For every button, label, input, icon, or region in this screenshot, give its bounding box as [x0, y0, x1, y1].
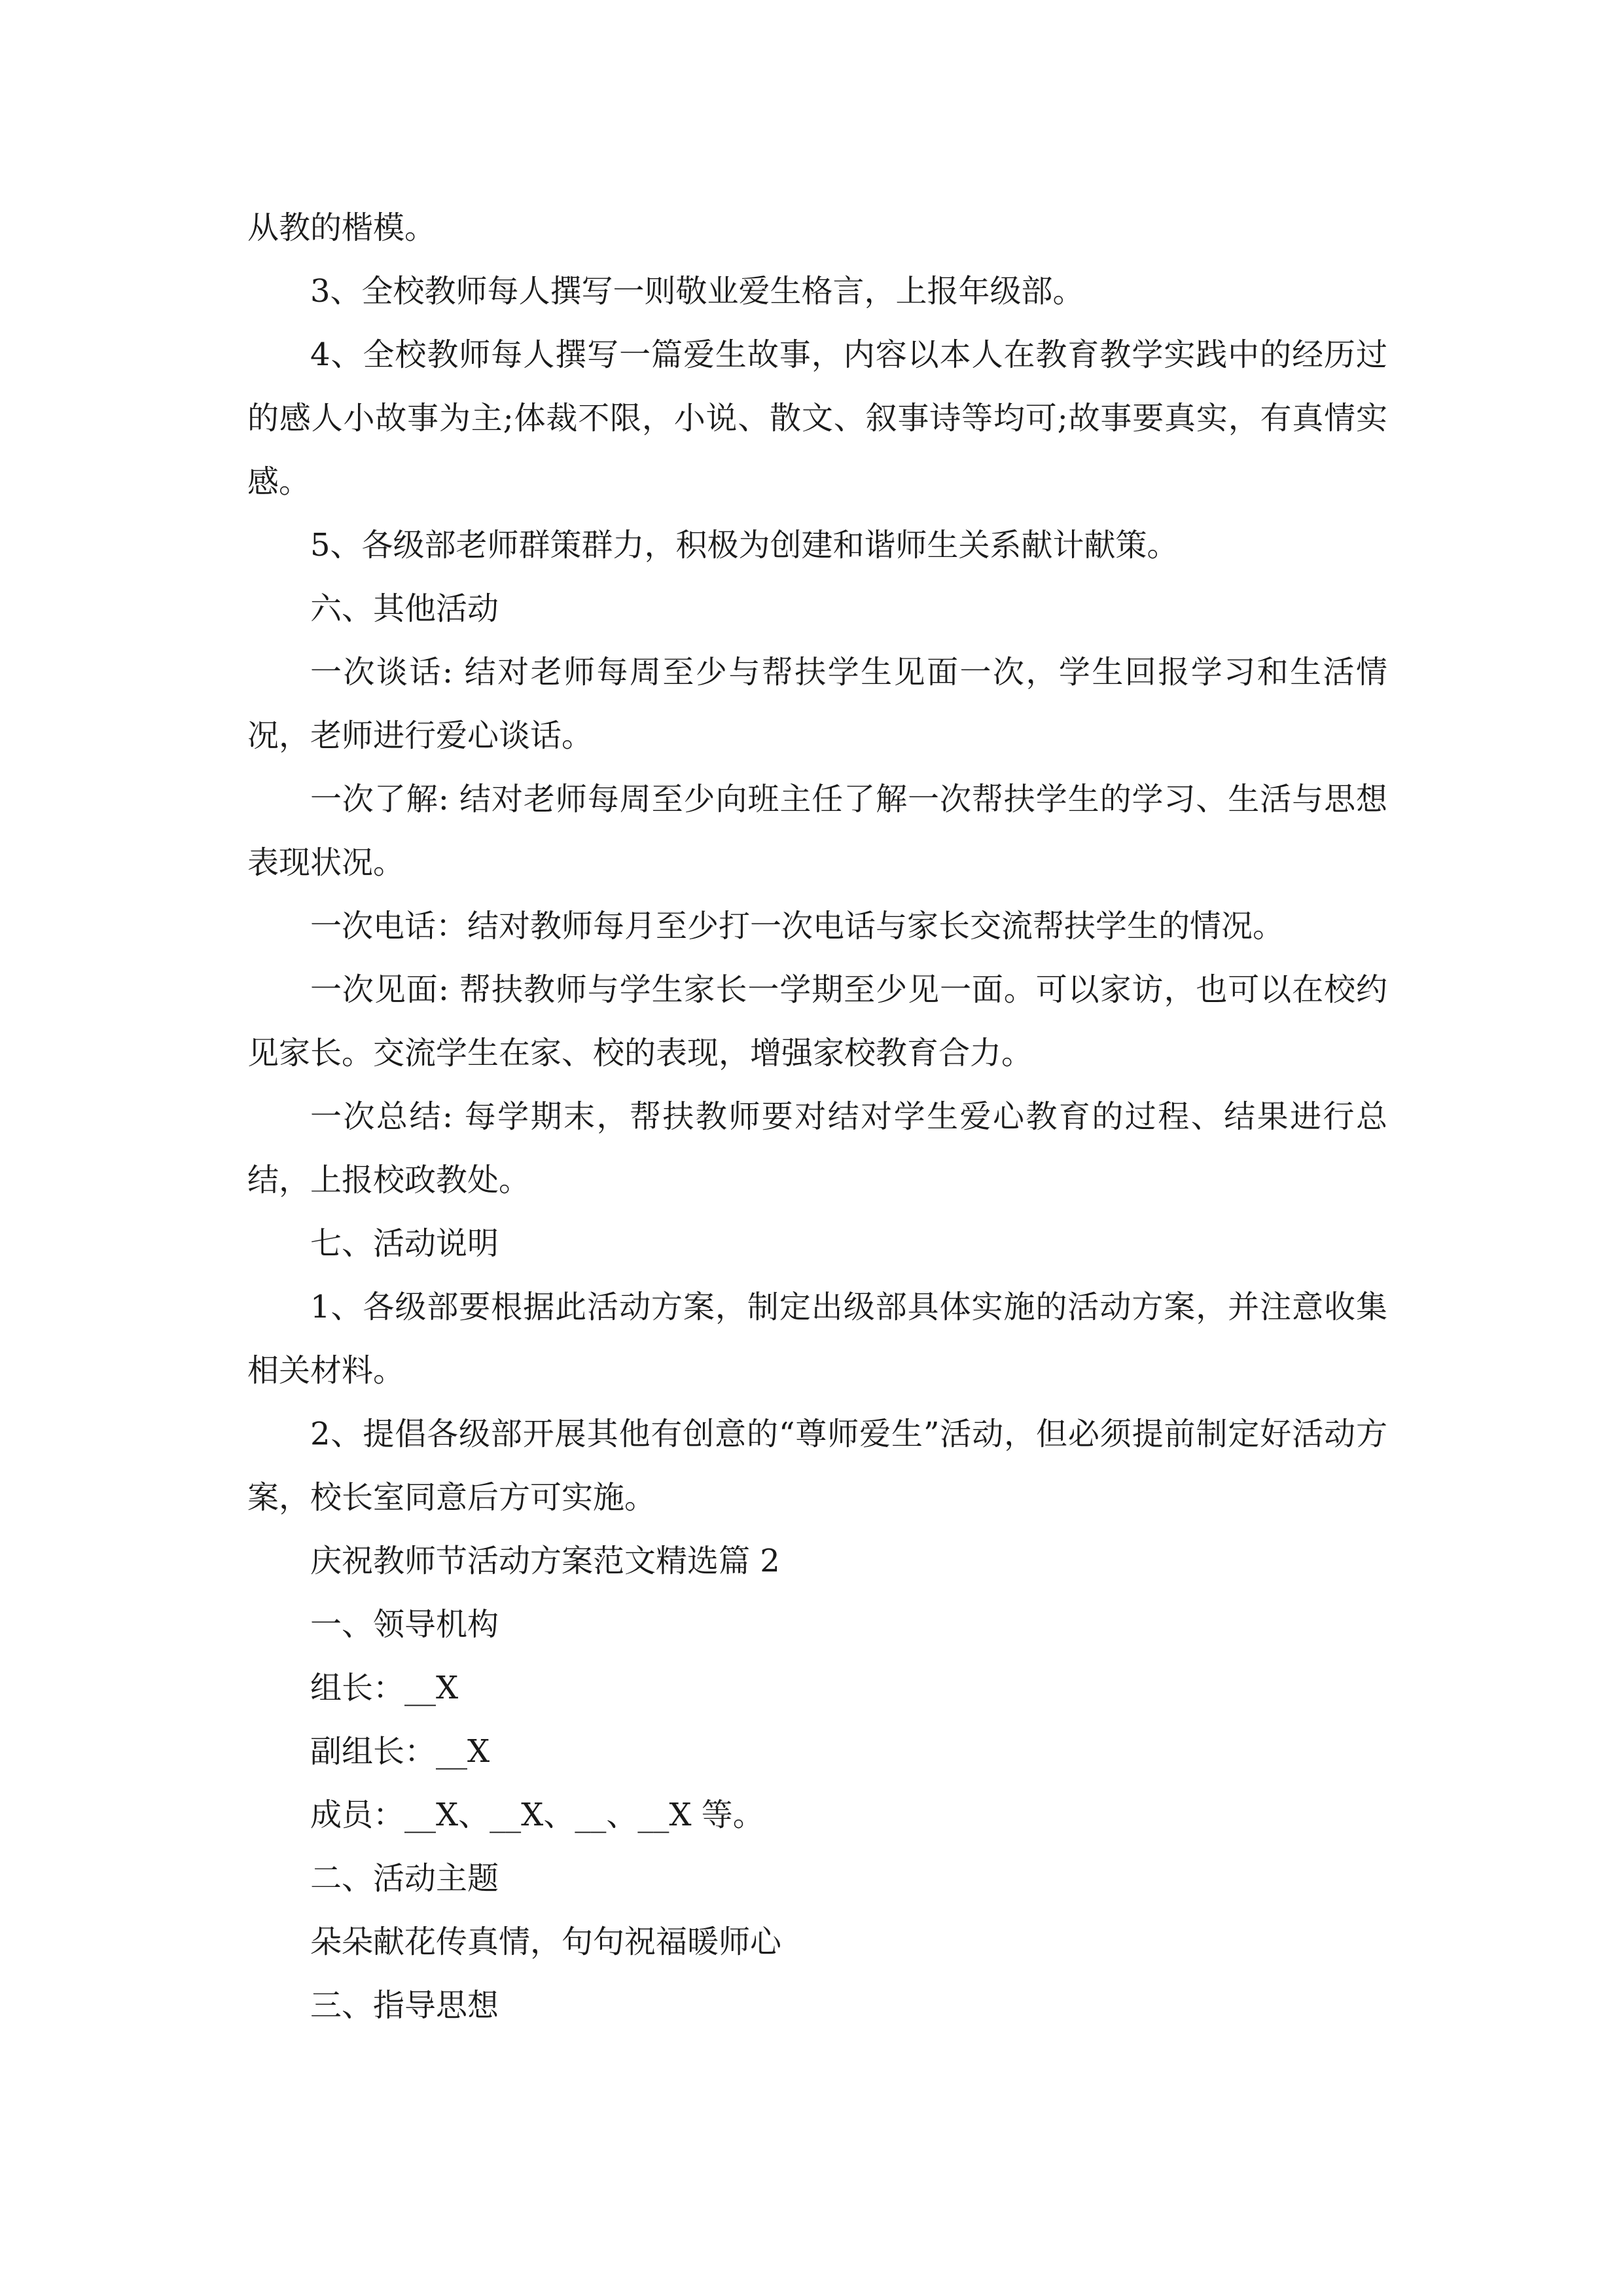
paragraph: 副组长：__X — [310, 1733, 490, 1770]
article-title: 庆祝教师节活动方案范文精选篇 2 — [310, 1543, 780, 1579]
paragraph: 1、各级部要根据此活动方案，制定出级部具体实施的活动方案，并注意收集相关材料。 — [247, 1289, 1387, 1389]
section-heading: 七、活动说明 — [310, 1225, 499, 1262]
paragraph: 成员：__X、__X、__、__X 等。 — [310, 1797, 764, 1833]
paragraph: 一次电话：结对教师每月至少打一次电话与家长交流帮扶学生的情况。 — [310, 908, 1285, 944]
paragraph: 4、全校教师每人撰写一篇爱生故事，内容以本人在教育教学实践中的经历过的感人小故事为主;体裁不限，小说、散文、叙事诗等均可;故事要真实，有真情实感。 — [247, 336, 1387, 500]
section-heading: 六、其他活动 — [310, 590, 499, 627]
section-heading: 二、活动主题 — [310, 1860, 499, 1897]
paragraph: 一次谈话: 结对老师每周至少与帮扶学生见面一次，学生回报学习和生活情况，老师进行爱心谈话。 — [247, 654, 1387, 754]
section-heading: 三、指导思想 — [310, 1987, 499, 2024]
section-heading: 一、领导机构 — [310, 1606, 499, 1643]
paragraph: 一次了解: 结对老师每周至少向班主任了解一次帮扶学生的学习、生活与思想表现状况。 — [247, 781, 1387, 881]
paragraph: 一次见面: 帮扶教师与学生家长一学期至少见一面。可以家访，也可以在校约见家长。交流学生在家、校的表现，增强家校教育合力。 — [247, 971, 1387, 1071]
paragraph: 2、提倡各级部开展其他有创意的“尊师爱生”活动，但必须提前制定好活动方案，校长室同意后方可实施。 — [247, 1416, 1387, 1516]
paragraph: 朵朵献花传真情，句句祝福暖师心 — [310, 1924, 782, 1960]
paragraph: 5、各级部老师群策群力，积极为创建和谐师生关系献计献策。 — [310, 527, 1179, 564]
document-body — [247, 196, 1387, 2037]
paragraph: 组长：__X — [310, 1670, 459, 1706]
paragraph: 一次总结: 每学期末，帮扶教师要对结对学生爱心教育的过程、结果进行总结，上报校政教处。 — [247, 1098, 1387, 1198]
paragraph: 3、全校教师每人撰写一则敬业爱生格言，上报年级部。 — [310, 273, 1084, 310]
paragraph: 从教的楷模。 — [247, 209, 437, 246]
